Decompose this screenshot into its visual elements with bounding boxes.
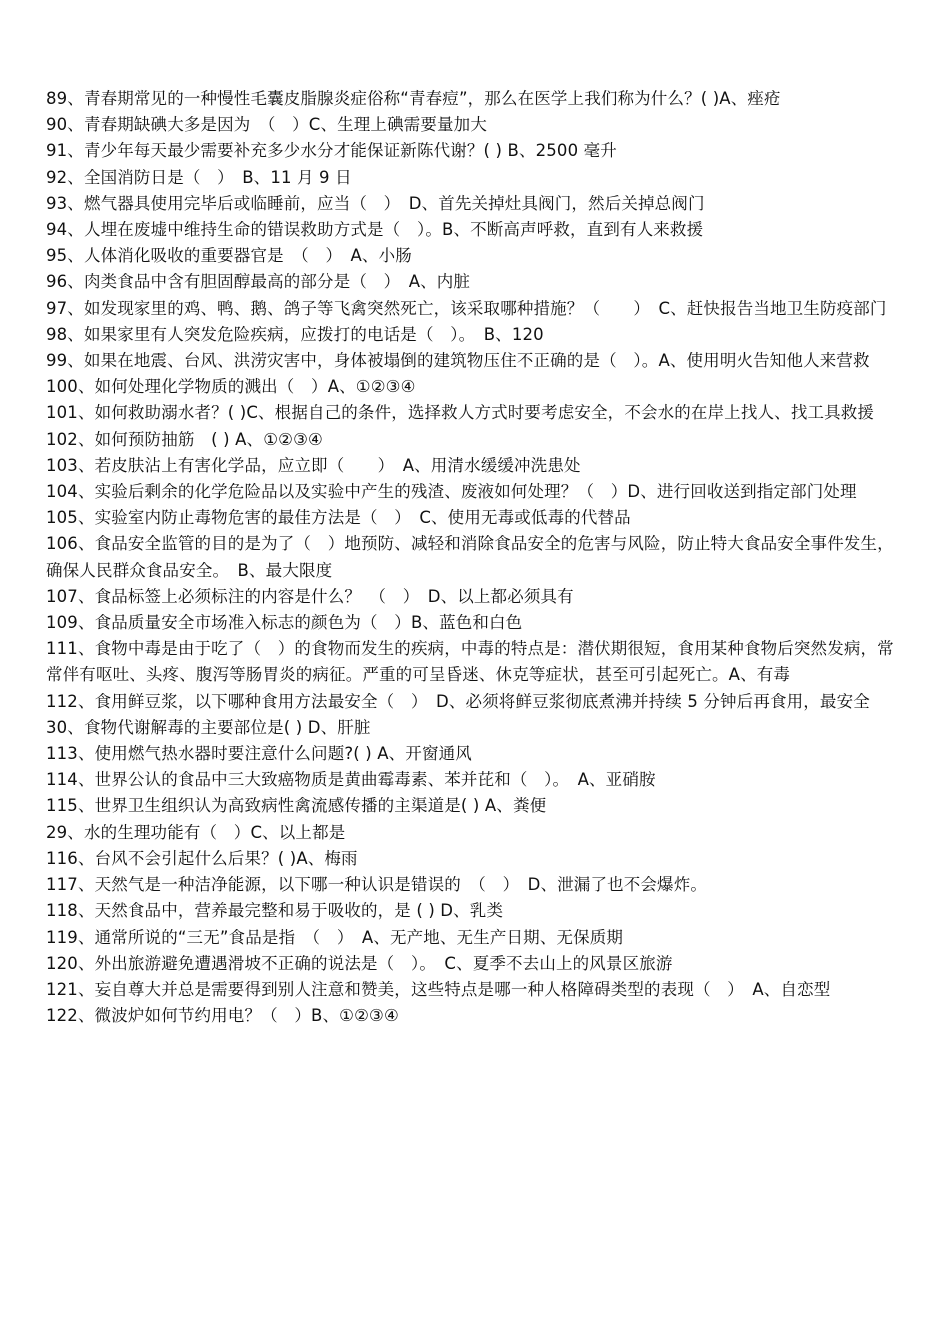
question-line-96: 96、肉类食品中含有胆固醇最高的部分是（ ） A、内脏 xyxy=(46,272,471,292)
question-line-29: 29、水的生理功能有（ ）C、以上都是 xyxy=(46,822,346,842)
question-line-118: 118、天然食品中，营养最完整和易于吸收的，是 ( ) D、乳类 xyxy=(46,901,504,921)
question-line-115: 115、世界卫生组织认为高致病性禽流感传播的主渠道是( ) A、粪便 xyxy=(46,796,547,816)
question-line-95: 95、人体消化吸收的重要器官是 （ ） A、小肠 xyxy=(46,246,412,266)
question-line-100: 100、如何处理化学物质的溅出（ ）A、①②③④ xyxy=(46,377,416,397)
question-line-114: 114、世界公认的食品中三大致癌物质是黄曲霉毒素、苯并芘和（ ）。 A、亚硝胺 xyxy=(46,770,656,790)
question-line-120: 120、外出旅游避免遭遇滑坡不正确的说法是（ ）。 C、夏季不去山上的风景区旅游 xyxy=(46,953,673,973)
question-line-93: 93、燃气器具使用完毕后或临睡前，应当（ ） D、首先关掉灶具阀门，然后关掉总阀门 xyxy=(46,193,705,213)
question-line-121: 121、妄自尊大并总是需要得到别人注意和赞美，这些特点是哪一种人格障碍类型的表现（ ） A、自恋型 xyxy=(46,979,831,999)
question-line-92: 92、全国消防日是（ ） B、11 月 9 日 xyxy=(46,167,352,187)
question-line-107: 107、食品标签上必须标注的内容是什么？ （ ） D、以上都必须具有 xyxy=(46,586,574,606)
question-line-109: 109、食品质量安全市场准入标志的颜色为（ ）B、蓝色和白色 xyxy=(46,613,523,633)
question-line-117: 117、天然气是一种洁净能源，以下哪一种认识是错误的 （ ） D、泄漏了也不会爆炸。 xyxy=(46,875,707,895)
question-line-101: 101、如何救助溺水者？( )C、根据自己的条件，选择救人方式时要考虑安全，不会水的在岸上找人、找工具救援 xyxy=(46,403,875,423)
question-line-111: 111、食物中毒是由于吃了（ ）的食物而发生的疾病，中毒的特点是：潜伏期很短，食用某种食物后突然发病，常常伴有呕吐、头疼、腹泻等肠胃炎的病征。严重的可呈昏迷、休克等症状，甚至可引起死亡。A、有毒 xyxy=(46,639,894,685)
question-line-106: 106、食品安全监管的目的是为了（ ）地预防、减轻和消除食品安全的危害与风险，防止特大食品安全事件发生，确保人民群众食品安全。 B、最大限度 xyxy=(46,534,894,580)
question-line-90: 90、青春期缺碘大多是因为 （ ）C、生理上碘需要量加大 xyxy=(46,115,487,135)
question-line-104: 104、实验后剩余的化学危险品以及实验中产生的残渣、废液如何处理？（ ）D、进行回收送到指定部门处理 xyxy=(46,482,857,502)
question-line-91: 91、青少年每天最少需要补充多少水分才能保证新陈代谢？( ) B、2500 毫升 xyxy=(46,141,617,161)
question-line-103: 103、若皮肤沾上有害化学品，应立即（ ） A、用清水缓缓冲洗患处 xyxy=(46,455,581,475)
question-line-119: 119、通常所说的“三无”食品是指 （ ） A、无产地、无生产日期、无保质期 xyxy=(46,927,624,947)
question-line-116: 116、台风不会引起什么后果？( )A、梅雨 xyxy=(46,848,358,868)
question-line-30: 30、食物代谢解毒的主要部位是( ) D、肝脏 xyxy=(46,717,371,737)
question-line-98: 98、如果家里有人突发危险疾病，应拨打的电话是（ ）。 B、120 xyxy=(46,324,544,344)
question-line-113: 113、使用燃气热水器时要注意什么问题?( ) A、开窗通风 xyxy=(46,744,472,764)
question-line-99: 99、如果在地震、台风、洪涝灾害中，身体被塌倒的建筑物压住不正确的是（ ）。A、使用明火告知他人来营救 xyxy=(46,351,870,371)
question-list xyxy=(46,86,906,1029)
question-line-122: 122、微波炉如何节约用电？（ ）B、①②③④ xyxy=(46,1006,399,1026)
question-line-97: 97、如发现家里的鸡、鸭、鹅、鸽子等飞禽突然死亡，该采取哪种措施？（ ） C、赶快报告当地卫生防疫部门 xyxy=(46,298,887,318)
question-line-102: 102、如何预防抽筋 ( ) A、①②③④ xyxy=(46,429,323,449)
question-line-89: 89、青春期常见的一种慢性毛囊皮脂腺炎症俗称“青春痘”，那么在医学上我们称为什么？( )A、痤疮 xyxy=(46,89,781,108)
question-line-112: 112、食用鲜豆浆，以下哪种食用方法最安全（ ） D、必须将鲜豆浆彻底煮沸并持续 5 分钟后再食用，最安全 xyxy=(46,691,870,711)
question-line-94: 94、人埋在废墟中维持生命的错误救助方式是（ ）。B、不断高声呼救，直到有人来救援 xyxy=(46,220,704,240)
question-line-105: 105、实验室内防止毒物危害的最佳方法是（ ） C、使用无毒或低毒的代替品 xyxy=(46,508,631,528)
